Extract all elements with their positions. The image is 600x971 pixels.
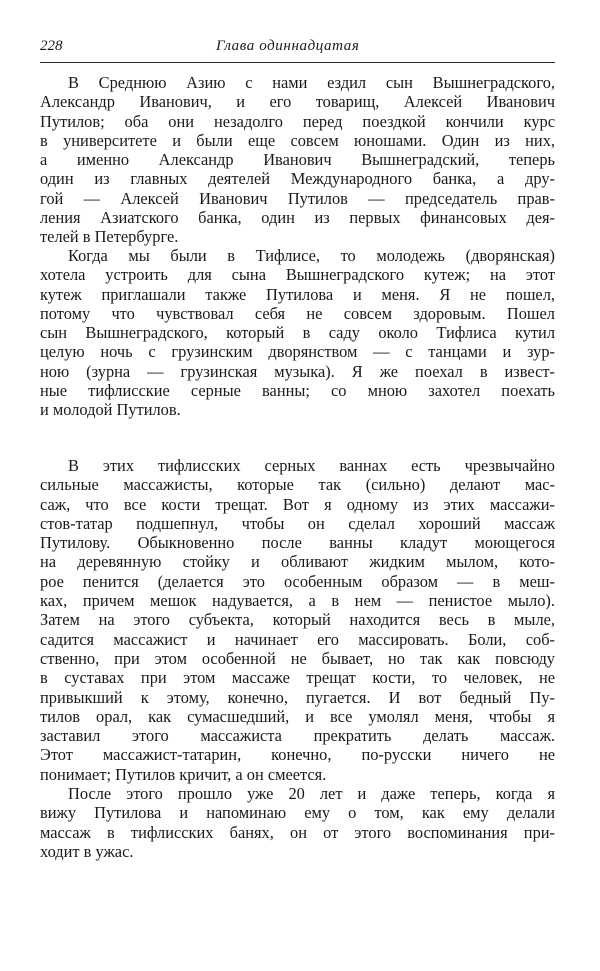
text-line: заставил этого массажиста прекратить делать массаж. xyxy=(40,726,555,746)
text-line: массаж в тифлисских банях, он от этого воспоминания при- xyxy=(40,822,555,842)
text-line: Путилов; оба они незадолго перед поездкой кончили курс xyxy=(40,111,555,131)
text-line: В Среднюю Азию с нами ездил сын Вышнеградского, xyxy=(68,73,555,92)
text-line: вижу Путилова и напоминаю ему о том, как ему делали xyxy=(40,803,555,823)
text-line: ные тифлисские серные ванны; со мною захотел поехать xyxy=(40,381,555,401)
text-line: ною (зурна — грузинская музыка). Я же поехал в извест- xyxy=(40,361,555,381)
text-line: в суставах при этом массаже трещат кости, то человек, не xyxy=(40,668,555,688)
text-line: ках, причем мешок надувается, а в нем — пенистое мыло). xyxy=(40,591,555,611)
text-line: саж, что все кости трещат. Вот я одному из этих массажи- xyxy=(40,494,555,514)
text-line: хотела устроить для сына Вышнеградского кутеж; на этот xyxy=(40,265,555,285)
chapter-running-head: Глава одиннадцатая xyxy=(216,38,360,54)
text-line: в университете и были еще совсем юношами. Один из них, xyxy=(40,130,555,150)
text-line: ходит в ужас. xyxy=(40,841,134,861)
text-line: тилов орал, как сумасшедший, и все умолял меня, чтобы я xyxy=(40,706,555,726)
page-number: 228 xyxy=(40,38,63,54)
text-line: и молодой Путилов. xyxy=(40,400,181,420)
running-header xyxy=(40,38,555,63)
text-line: Этот массажист-татарин, конечно, по-русски ничего не xyxy=(40,745,555,765)
text-line: сильные массажисты, которые так (сильно) делают мас- xyxy=(40,475,555,495)
text-line: сын Вышнеградского, который в саду около Тифлиса кутил xyxy=(40,323,555,343)
text-line: кутеж приглашали также Путилова и меня. Я не пошел, xyxy=(40,284,555,304)
text-line: целую ночь с грузинским дворянством — с танцами и зур- xyxy=(40,342,555,362)
text-line: Когда мы были в Тифлисе, то молодежь (дворянская) xyxy=(68,246,555,265)
text-line: В этих тифлисских серных ваннах есть чрезвычайно xyxy=(68,456,555,475)
text-line: Путилову. Обыкновенно после ванны кладут моющегося xyxy=(40,533,555,553)
text-line: на деревянную стойку и обливают жидким мылом, кото- xyxy=(40,552,555,572)
text-line: понимает; Путилов кричит, а он смеется. xyxy=(40,764,327,784)
paragraph-2 xyxy=(40,246,555,420)
text-line: ственно, при этом особенной не бывает, но так как повсюду xyxy=(40,648,555,668)
text-line: привыкший к этому, конечно, пугается. И вот бедный Пу- xyxy=(40,687,555,707)
text-line: потому что чувствовал себя не совсем здоровым. Пошел xyxy=(40,303,555,323)
text-line: рое пенится (делается это особенным образом — в меш- xyxy=(40,571,555,591)
text-line: Александр Иванович, и его товарищ, Алексей Иванович xyxy=(40,92,555,112)
paragraph-1 xyxy=(40,73,555,247)
text-line: После этого прошло уже 20 лет и даже теперь, когда я xyxy=(68,784,555,803)
text-line: гой — Алексей Иванович Путилов — председатель прав- xyxy=(40,188,555,208)
text-line: стов-татар подшепнул, чтобы он сделал хороший массаж xyxy=(40,513,555,533)
text-line: Затем на этого субъекта, который находится весь в мыле, xyxy=(40,610,555,630)
text-line: садится массажист и начинает его массировать. Боли, соб- xyxy=(40,629,555,649)
paragraph-3 xyxy=(40,456,555,784)
text-line: телей в Петербурге. xyxy=(40,227,179,247)
paragraph-4 xyxy=(40,784,555,861)
text-line: один из главных деятелей Международного банка, а дру- xyxy=(40,169,555,189)
text-line: а именно Александр Иванович Вышнеградский, теперь xyxy=(40,150,555,170)
text-line: ления Азиатского банка, один из первых финансовых дея- xyxy=(40,208,555,228)
